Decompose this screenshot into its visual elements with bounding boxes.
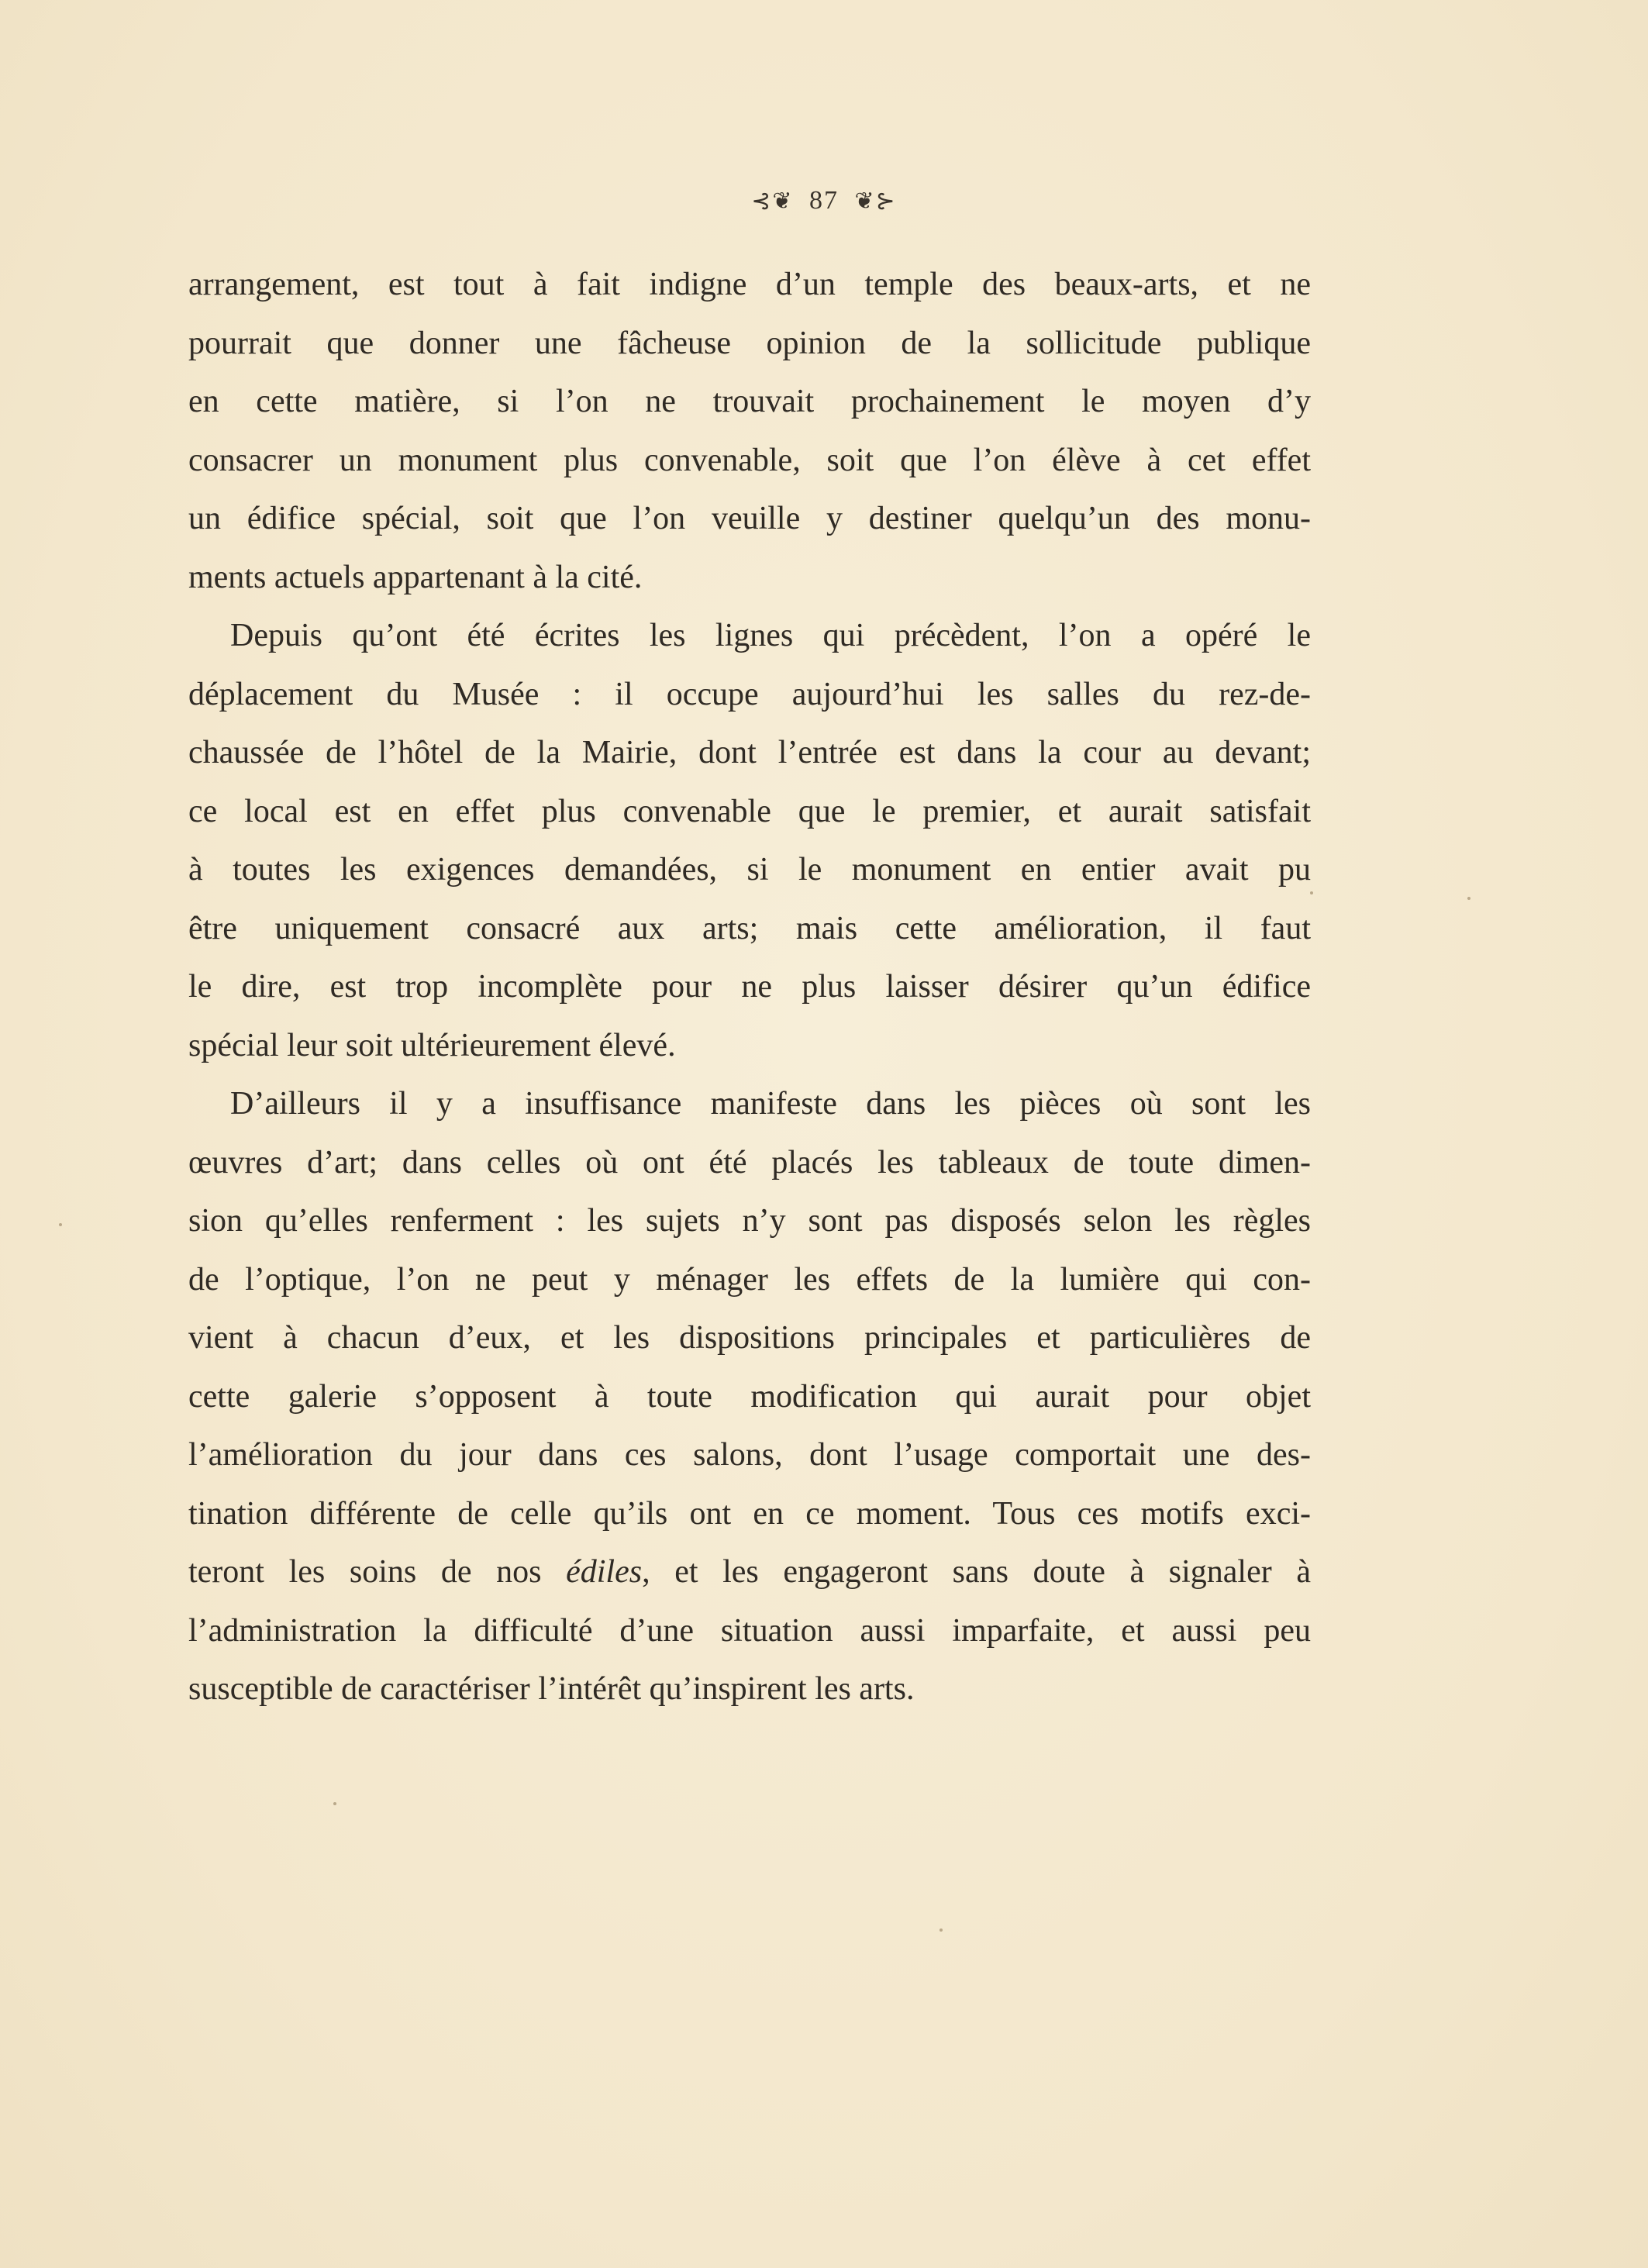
text-line: spécial leur soit ultérieurement élevé. (188, 1027, 676, 1063)
text-line-with-italic (188, 1543, 1311, 1602)
running-header (0, 184, 1648, 215)
text-line: Depuis qu’ont été écrites les lignes qui précèdent, l’on a opéré le (230, 618, 1311, 653)
text-line: déplacement du Musée : il occupe aujourd’hui les salles du rez-de- (188, 676, 1311, 712)
text-line: consacrer un monument plus convenable, soit que l’on élève à cet effet (188, 442, 1311, 478)
paper-speck (1310, 891, 1313, 894)
paragraph-3 (188, 1075, 1311, 1719)
paragraph-1 (188, 256, 1311, 607)
text-line: chaussée de l’hôtel de la Mairie, dont l’entrée est dans la cour au devant; (188, 735, 1311, 770)
page-number: 87 (809, 186, 839, 215)
text-line: tination différente de celle qu’ils ont en ce moment. Tous ces motifs exci- (188, 1495, 1311, 1532)
text-line: susceptible de caractériser l’intérêt qu’inspirent les arts. (188, 1671, 915, 1707)
text-line: œuvres d’art; dans celles où ont été placés les tableaux de toute dimen- (188, 1144, 1311, 1181)
text-line: un édifice spécial, soit que l’on veuille y destiner quelqu’un des monu- (188, 501, 1311, 536)
page-body-text (188, 256, 1311, 1719)
paper-speck (59, 1223, 62, 1226)
text-line: pourrait que donner une fâcheuse opinion de la sollicitude publique (188, 325, 1311, 361)
text-line: cette galerie s’opposent à toute modification qui aurait pour objet (188, 1378, 1311, 1415)
text-line: ce local est en effet plus convenable que le premier, et aurait satisfait (188, 793, 1311, 829)
text-line: vient à chacun d’eux, et les dispositions principales et particulières de (188, 1320, 1311, 1356)
text-line: l’amélioration du jour dans ces salons, dont l’usage comportait une des- (188, 1437, 1311, 1473)
text-line: à toutes les exigences demandées, si le monument en entier avait pu (188, 852, 1311, 888)
paragraph-2 (188, 607, 1311, 1075)
text-line: en cette matière, si l’on ne trouvait prochainement le moyen d’y (188, 384, 1311, 419)
text-line: D’ailleurs il y a insuffisance manifeste dans les pièces où sont les (230, 1086, 1311, 1122)
ornament-left-icon: ⊰❦ (751, 188, 794, 214)
ornament-right-icon: ❦⊱ (854, 188, 897, 214)
text-segment: , et les engageront sans doute à signaler à (642, 1554, 1311, 1590)
paper-speck (939, 1928, 943, 1932)
italic-word: édiles (566, 1554, 643, 1590)
text-line: de l’optique, l’on ne peut y ménager les effets de la lumière qui con- (188, 1261, 1311, 1298)
paper-speck (333, 1802, 336, 1805)
text-line: être uniquement consacré aux arts; mais cette amélioration, il faut (188, 910, 1311, 946)
paper-speck (1467, 897, 1470, 900)
text-line: le dire, est trop incomplète pour ne plus laisser désirer qu’un édifice (188, 969, 1311, 1005)
text-line: arrangement, est tout à fait indigne d’un temple des beaux-arts, et ne (188, 267, 1311, 302)
text-line: ments actuels appartenant à la cité. (188, 559, 643, 595)
text-line: sion qu’elles renferment : les sujets n’y sont pas disposés selon les règles (188, 1203, 1311, 1239)
text-line: l’administration la difficulté d’une situation aussi imparfaite, et aussi peu (188, 1612, 1311, 1649)
text-segment: teront les soins de nos (188, 1554, 567, 1590)
